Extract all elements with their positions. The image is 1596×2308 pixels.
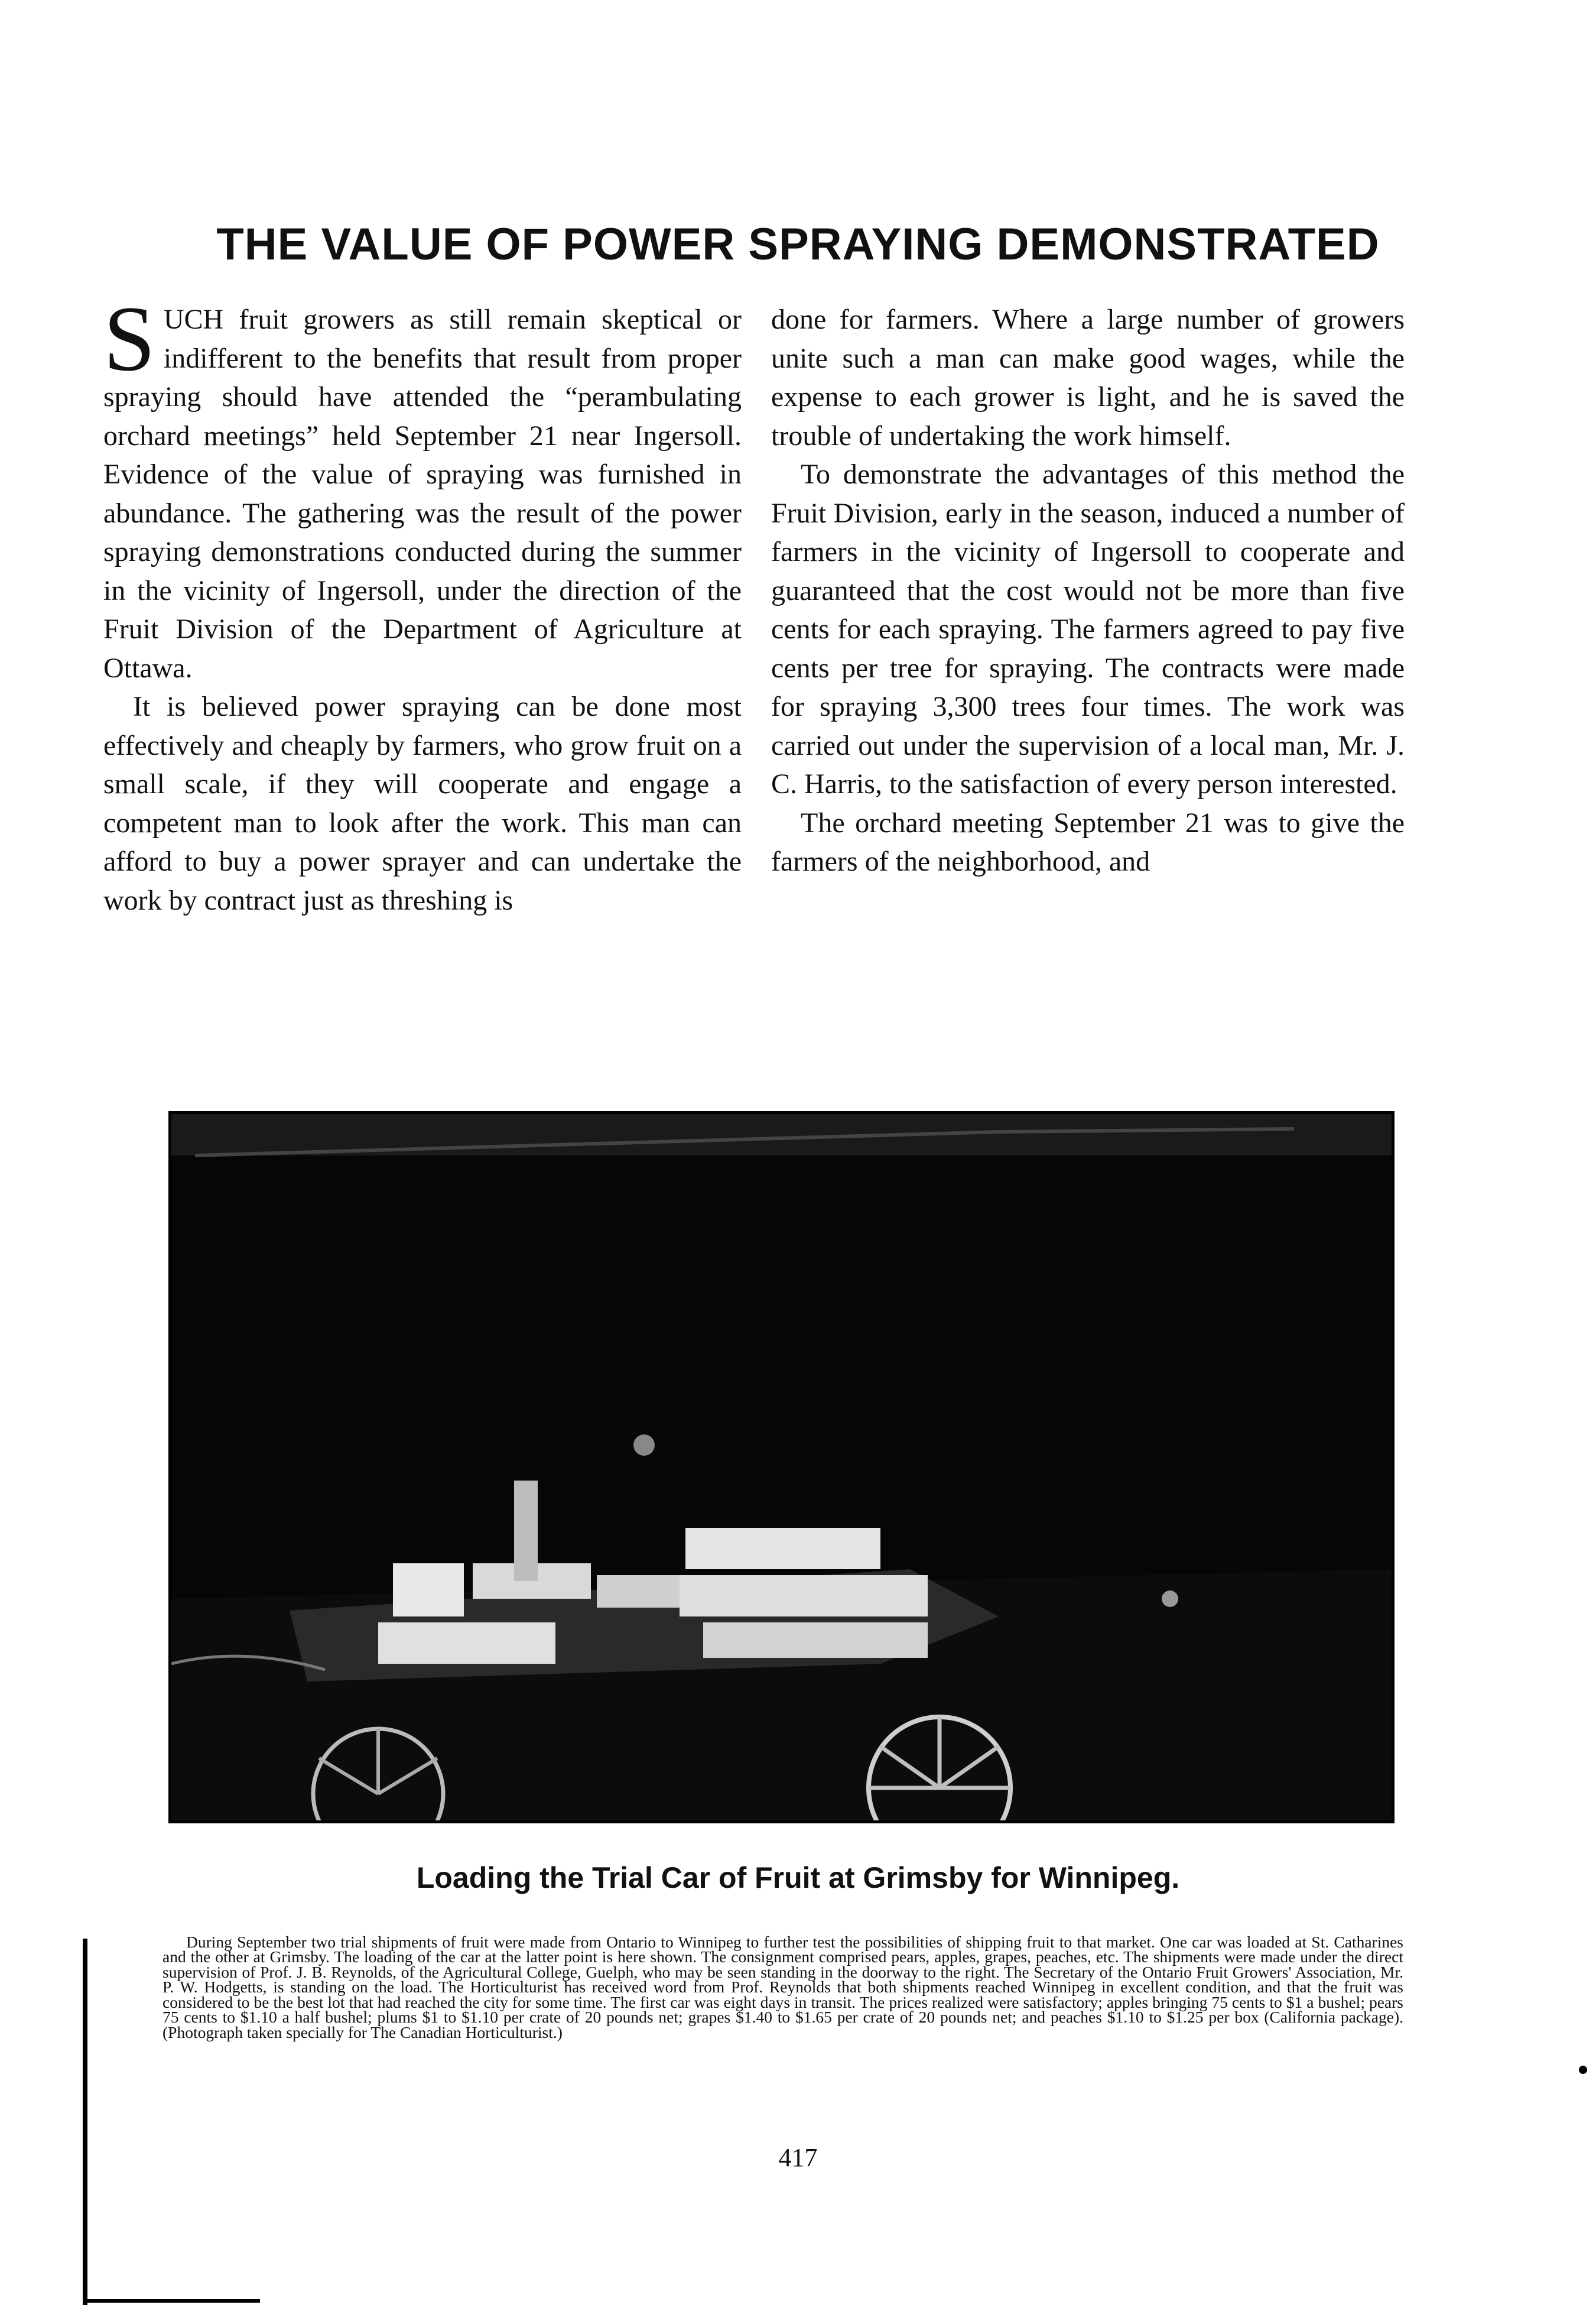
paragraph: done for farmers. Where a large number of growers unite such a man can make good wages, while the expense to each grower is light, and he is saved the trouble of undertaking the work himself. [771,304,1405,452]
drop-cap: S [103,287,155,391]
scan-edge-line [83,1939,87,2305]
paragraph: To demonstrate the advantages of this method the Fruit Division, early in the season, induced a number of farmers in the vicinity of Ingersoll to cooperate and guaranteed that the cost would not be more than five cents for each spraying. The farmers agreed to pay five cents per tree for spraying. The contracts were made for spraying 3,300 trees four times. The work was carried out under the supervision of a local man, Mr. J. C. Harris, to the satisfaction of every person interested. [771,459,1405,800]
figure-caption-title: Loading the Trial Car of Fruit at Grimsby for Winnipeg. [416,1861,1180,1894]
paragraph [103,287,742,687]
right-column [771,300,1405,881]
scan-edge-line [83,2299,260,2303]
figure-caption-body: During September two trial shipments of fruit were made from Ontario to Winnipeg to further test the possibilities of shipping fruit to that market. One car was loaded at St. Catharines and the other at Grimsby. The loading of the car at the latter point is here shown. The consignment comprised pears, apples, grapes, peaches, etc. The shipments were made under the direct supervision of Prof. J. B. Reynolds, of the Agricultural College, Guelph, who may be seen standing in the doorway to the right. The Secretary of the Ontario Fruit Growers' Association, Mr. P. W. Hodgetts, is standing on the load. The Horticulturist has received word from Prof. Reynolds that both shipments reached Winnipeg in excellent condition, and that the fruit was considered to be the best lot that had reached the city for some time. The first car was eight days in transit. The prices realized were satisfactory; apples bringing 75 cents to $1 a bushel; pears 75 cents to $1.10 a half bushel; plums $1 to $1.10 per crate of 20 pounds net; grapes $1.40 to $1.65 per crate of 20 pounds net; and peaches $1.10 to $1.25 per box (California package). (Photograph taken specially for The Canadian Horticulturist.) [162,1932,1403,2041]
paragraph-text: UCH fruit growers as still remain skeptical or indifferent to the benefits that result from proper spraying should have attended the “perambulating orchard meetings” held September 21 near Ingersoll. Evidence of the value of spraying was furnished in abundance. The gathering was the result of the power spraying demonstrations conducted during the summer in the vicinity of Ingersoll, under the direction of the Fruit Division of the Department of Agriculture at Ottawa. [103,304,742,684]
article-title: THE VALUE OF POWER SPRAYING DEMONSTRATED [216,219,1380,270]
page-number: 417 [778,2143,818,2172]
left-column [103,287,742,920]
scan-speck [1579,2066,1587,2074]
paragraph: It is believed power spraying can be done most effectively and cheaply by farmers, who grow fruit on a small scale, if they will cooperate and engage a competent man to look after the work. This man can afford to buy a power sprayer and can undertake the work by contract just as threshing is [103,691,742,916]
photograph-loading-fruit-car [168,1111,1395,1823]
photograph-illustration [171,1114,1392,1820]
paragraph: The orchard meeting September 21 was to give the farmers of the neighborhood, and [771,807,1405,877]
